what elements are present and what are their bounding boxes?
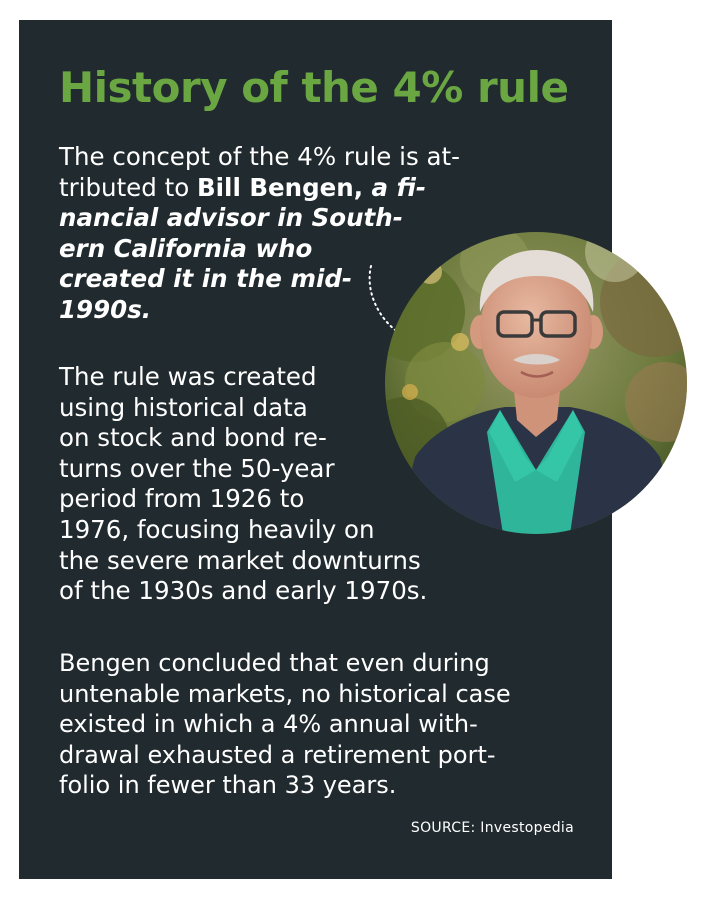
portrait-photo [385,232,687,534]
history-line: 1976, focusing heavily on [59,514,375,544]
infographic-title: History of the 4% rule [59,63,569,112]
source-credit: SOURCE: Investopedia [410,820,574,836]
conclusion-line: existed in which a 4% annual with- [59,710,478,739]
history-line: The rule was created [59,362,317,391]
conclusion-paragraph [59,648,511,801]
intro-line-2 [59,173,460,204]
history-line: using historical data [59,392,308,422]
intro-line-3: nancial advisor in South- [59,203,403,233]
person-name: Bill Bengen, [196,172,364,202]
intro-line-1: The concept of the 4% rule is at- [59,142,460,171]
conclusion-line: drawal exhausted a retirement port- [59,740,496,769]
intro-line-4: ern California who [59,233,313,263]
intro-line-5: created it in the mid- [59,264,353,294]
conclusion-line: Bengen concluded that even during [59,649,490,677]
conclusion-line: folio in fewer than 33 years. [59,771,397,800]
history-line: of the 1930s and early 1970s. [59,576,428,606]
history-line: the severe market downturns [59,545,421,575]
intro-line-6: 1990s. [59,294,152,324]
history-line: on stock and bond re- [59,423,327,453]
history-line: turns over the 50-year [59,453,335,483]
history-line: period from 1926 to [59,484,305,514]
intro-line-2-plain: tributed to [59,172,197,202]
history-paragraph [59,362,427,607]
conclusion-line: untenable markets, no historical case [59,679,511,708]
intro-line-2-italic: a fi- [363,172,427,202]
